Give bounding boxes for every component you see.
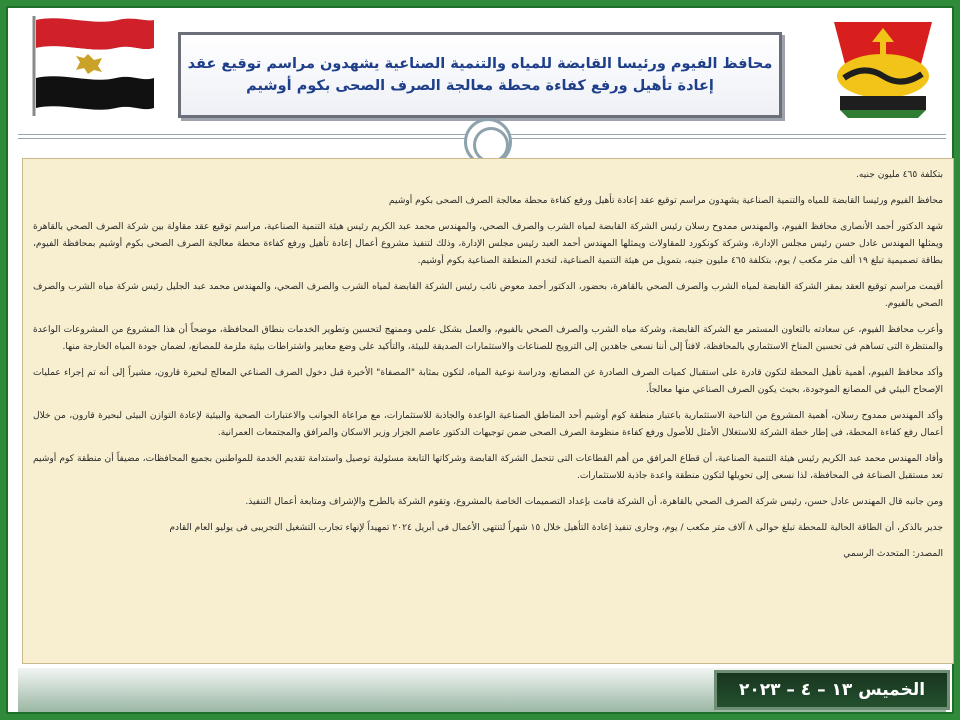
- article-paragraph: محافظ الفيوم ورئيسا القابضة للمياه والتنمية الصناعية يشهدون مراسم توقيع عقد إعادة تأهيل ورفع كفاءة محطة معالجة الصرف الصحى بكوم أوشيم: [388, 196, 943, 206]
- article-paragraph: وأعرب محافظ الفيوم، عن سعادته بالتعاون المستمر مع الشركة القابضة، وشركة مياه الشرب والصرف الصحي بالفيوم، والعمل بشكل علمي وممنهج لتحسين وتطوير الخدمات بنطاق المحافظة، موضحاً أن هذا المشروع من المشروعات الواعدة والمنتظرة التى تساهم فى تحسين المناخ الاستثماري بالمحافظة، لافتاً إلى أننا نسعى جاهدين إلى الترويج للصناعات والاستثمارات الصديقة للبيئة، والتأكيد على وضع معايير واشتراطات بيئية ملزمة للمصانع، لضمان جودة المياه الخارجة منها.: [33, 325, 943, 352]
- slide-frame: [6, 6, 954, 714]
- fayoum-governorate-logo-icon: [824, 16, 942, 120]
- article-paragraph: وأكد المهندس ممدوح رسلان، أهمية المشروع من الناحية الاستثمارية باعتبار منطقة كوم أوشيم أحد المناطق الصناعية الواعدة والجاذبة للاستثمارات، مع مراعاة الجوانب والاعتبارات الصحية والبيئية لإعادة التوازن البيئى لبحيرة قارون، من خلال أعمال رفع كفاءة المحطة، فى إطار خطة الشركة للاستغلال الأمثل للأصول ورفع كفاءة منظومة الصرف الصحى ضمن توجيهات الدكتور عاصم الجزار وزير الاسكان والمرافق والمجتمعات العمرانية.: [33, 411, 943, 438]
- headline-box: [178, 32, 782, 118]
- article-body: [22, 158, 954, 664]
- headline-line-1: محافظ الفيوم ورئيسا القابضة للمياه والتنمية الصناعية يشهدون مراسم توقيع عقد: [187, 56, 773, 72]
- date-text: الخميس ١٣ – ٤ – ٢٠٢٣: [738, 680, 926, 700]
- headline-line-2: إعادة تأهيل ورفع كفاءة محطة معالجة الصرف الصحى بكوم أوشيم: [246, 78, 714, 94]
- article-paragraph: جدير بالذكر، أن الطاقة الحالية للمحطة تبلغ حوالى ٨ آلاف متر مكعب / يوم، وجارى تنفيذ إعادة التأهيل خلال ١٥ شهراً لتنتهى الأعمال فى أبريل ٢٠٢٤ تمهيداً لإنهاء تجارب التشغيل التجريبى فى يوليو العام القادم: [169, 523, 943, 533]
- article-paragraph: بتكلفة ٤٦٥ مليون جنيه.: [855, 170, 943, 180]
- article-paragraph: وأكد محافظ الفيوم، أهمية تأهيل المحطة لتكون قادرة على استقبال كميات الصرف الصادرة عن المصانع، ودراسة نوعية المياه، لتكون بمثابة "المصفاة" الأخيرة قبل دخول الصرف الصناعي المعالج لبحيرة قارون، مشيراً إلى أنه تم إجراء عمليات الإصحاح البيئي في المصانع الموجودة، بحيث يكون الصرف الصناعي منها معالجاً.: [33, 368, 943, 395]
- article-source: المصدر: المتحدث الرسمي: [843, 549, 943, 559]
- article-paragraph: شهد الدكتور أحمد الأنصارى محافظ الفيوم، والمهندس ممدوح رسلان رئيس الشركة القابضة لمياه الشرب والصرف الصحي، والمهندس محمد عبد الكريم رئيس هيئة التنمية الصناعية، مراسم توقيع عقد مقاولة بين شركة الصرف الصحي بالقاهرة ويمثلها المهندس عادل حسن رئيس مجلس الإدارة، وشركة كونكورد للمقاولات ويمثلها المهندس أحمد العبد رئيس مجلس الإدارة، وذلك لتنفيذ مشروع أعمال إعادة تأهيل ورفع كفاءة محطة معالجة الصرف الصحى بكوم أوشيم بمحافظة الفيوم، بطاقة تصميمية تبلغ ١٩ ألف متر مكعب / يوم، بتكلفة ٤٦٥ مليون جنيه، بتمويل من هيئة التنمية الصناعية، لتخدم المنطقة الصناعية بكوم أوشيم.: [33, 222, 943, 266]
- article-paragraph: وأفاد المهندس محمد عبد الكريم رئيس هيئة التنمية الصناعية، أن قطاع المرافق من أهم القطاعات التى تتحمل الشركة القابضة وشركاتها التابعة مسئولية توصيل واستدامة تقديم الخدمة للمواطنين بجميع المحافظات، مضيفاً أن منطقة كوم أوشيم تعد مستقبل الصناعة فى المحافظة، لذا نسعى إلى تحويلها لتكون منطقة واعدة جاذبة للاستثمارات.: [33, 454, 943, 481]
- article-paragraph: أقيمت مراسم توقيع العقد بمقر الشركة القابضة لمياه الشرب والصرف الصحي بالقاهرة، بحضور، الدكتور أحمد معوض نائب رئيس الشركة القابضة لمياه الشرب والصرف الصحي، والمهندس محمد عبد الجليل رئيس شركة مياه الشرب والصرف الصحي بالفيوم.: [33, 282, 943, 309]
- article-paragraph: ومن جانبه قال المهندس عادل حسن، رئيس شركة الصرف الصحي بالقاهرة، أن الشركة قامت بإعداد التصميمات الخاصة بالمشروع، وتقوم الشركة بالطرح والإشراف ومتابعة أعمال التنفيذ.: [245, 497, 943, 507]
- date-badge: [714, 670, 950, 710]
- egypt-flag-icon: [22, 12, 156, 118]
